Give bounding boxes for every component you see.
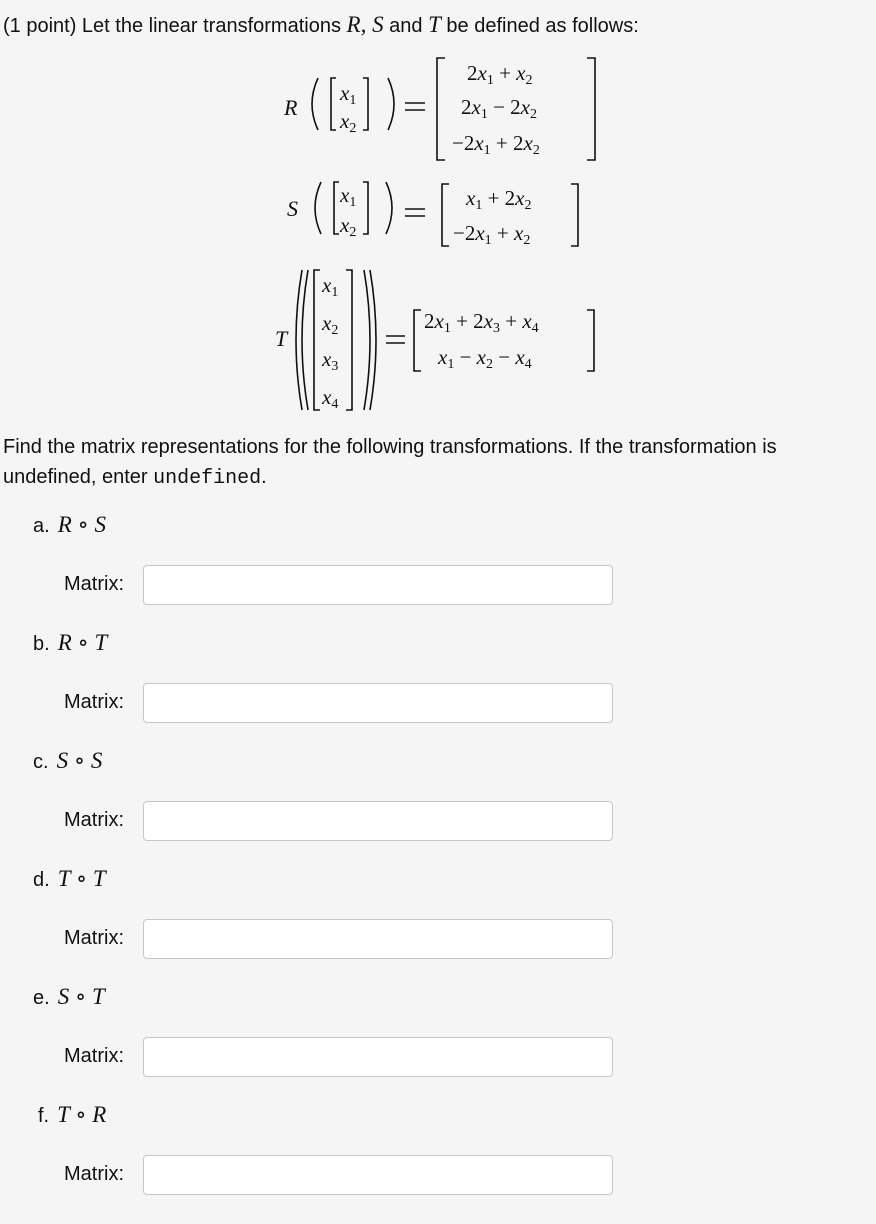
part-b-answer-input[interactable] xyxy=(143,683,613,723)
part-a-heading: a. R ∘ S xyxy=(33,512,107,537)
part-d-matrix-label: Matrix: xyxy=(64,927,124,949)
t-in-4: x4 xyxy=(322,385,339,412)
definitions-equations xyxy=(0,0,876,420)
r-out-2: 2x1 − 2x2 xyxy=(461,95,537,122)
part-f-matrix-label: Matrix: xyxy=(64,1163,124,1185)
intro-text: (1 point) Let the linear transformations R, S and T be defined as follows: xyxy=(3,12,639,37)
part-c-heading: c. S ∘ S xyxy=(33,748,103,773)
t-in-1: x1 xyxy=(322,273,339,300)
r-out-3: −2x1 + 2x2 xyxy=(452,131,540,158)
s-in-2: x2 xyxy=(340,213,357,240)
t-in-3: x3 xyxy=(322,347,339,374)
part-e-answer-input[interactable] xyxy=(143,1037,613,1077)
part-f-answer-input[interactable] xyxy=(143,1155,613,1195)
part-b-heading: b. R ∘ T xyxy=(33,630,108,655)
intro-symbols: R, S xyxy=(346,12,384,37)
part-d-heading: d. T ∘ T xyxy=(33,866,106,891)
r-in-2: x2 xyxy=(340,109,357,136)
definition-r xyxy=(283,58,595,160)
part-c-matrix-label: Matrix: xyxy=(64,809,124,831)
part-e-heading: e. S ∘ T xyxy=(33,984,105,1009)
t-name: T xyxy=(275,326,288,351)
definition-s xyxy=(287,182,578,248)
t-in-2: x2 xyxy=(322,311,339,338)
part-c-answer-input[interactable] xyxy=(143,801,613,841)
s-out-2: −2x1 + x2 xyxy=(453,221,531,248)
s-out-1: x1 + 2x2 xyxy=(466,186,532,213)
definition-t xyxy=(275,270,594,412)
s-in-1: x1 xyxy=(340,183,357,210)
r-in-1: x1 xyxy=(340,81,357,108)
part-a-matrix-label: Matrix: xyxy=(64,573,124,595)
part-e-matrix-label: Matrix: xyxy=(64,1045,124,1067)
r-out-1: 2x1 + x2 xyxy=(467,61,533,88)
part-b-matrix-label: Matrix: xyxy=(64,691,124,713)
t-out-2: x1 − x2 − x4 xyxy=(438,345,532,372)
undefined-keyword: undefined xyxy=(153,467,262,490)
r-name: R xyxy=(284,95,298,120)
intro-symbol-t: T xyxy=(428,12,441,37)
instructions: Find the matrix representations for the following transformations. If the transformation is undefined, enter undefined. xyxy=(3,436,777,490)
part-d-answer-input[interactable] xyxy=(143,919,613,959)
s-name: S xyxy=(287,196,298,221)
part-a-answer-input[interactable] xyxy=(143,565,613,605)
t-out-1: 2x1 + 2x3 + x4 xyxy=(424,309,539,336)
part-f-heading: f. T ∘ R xyxy=(38,1102,107,1127)
